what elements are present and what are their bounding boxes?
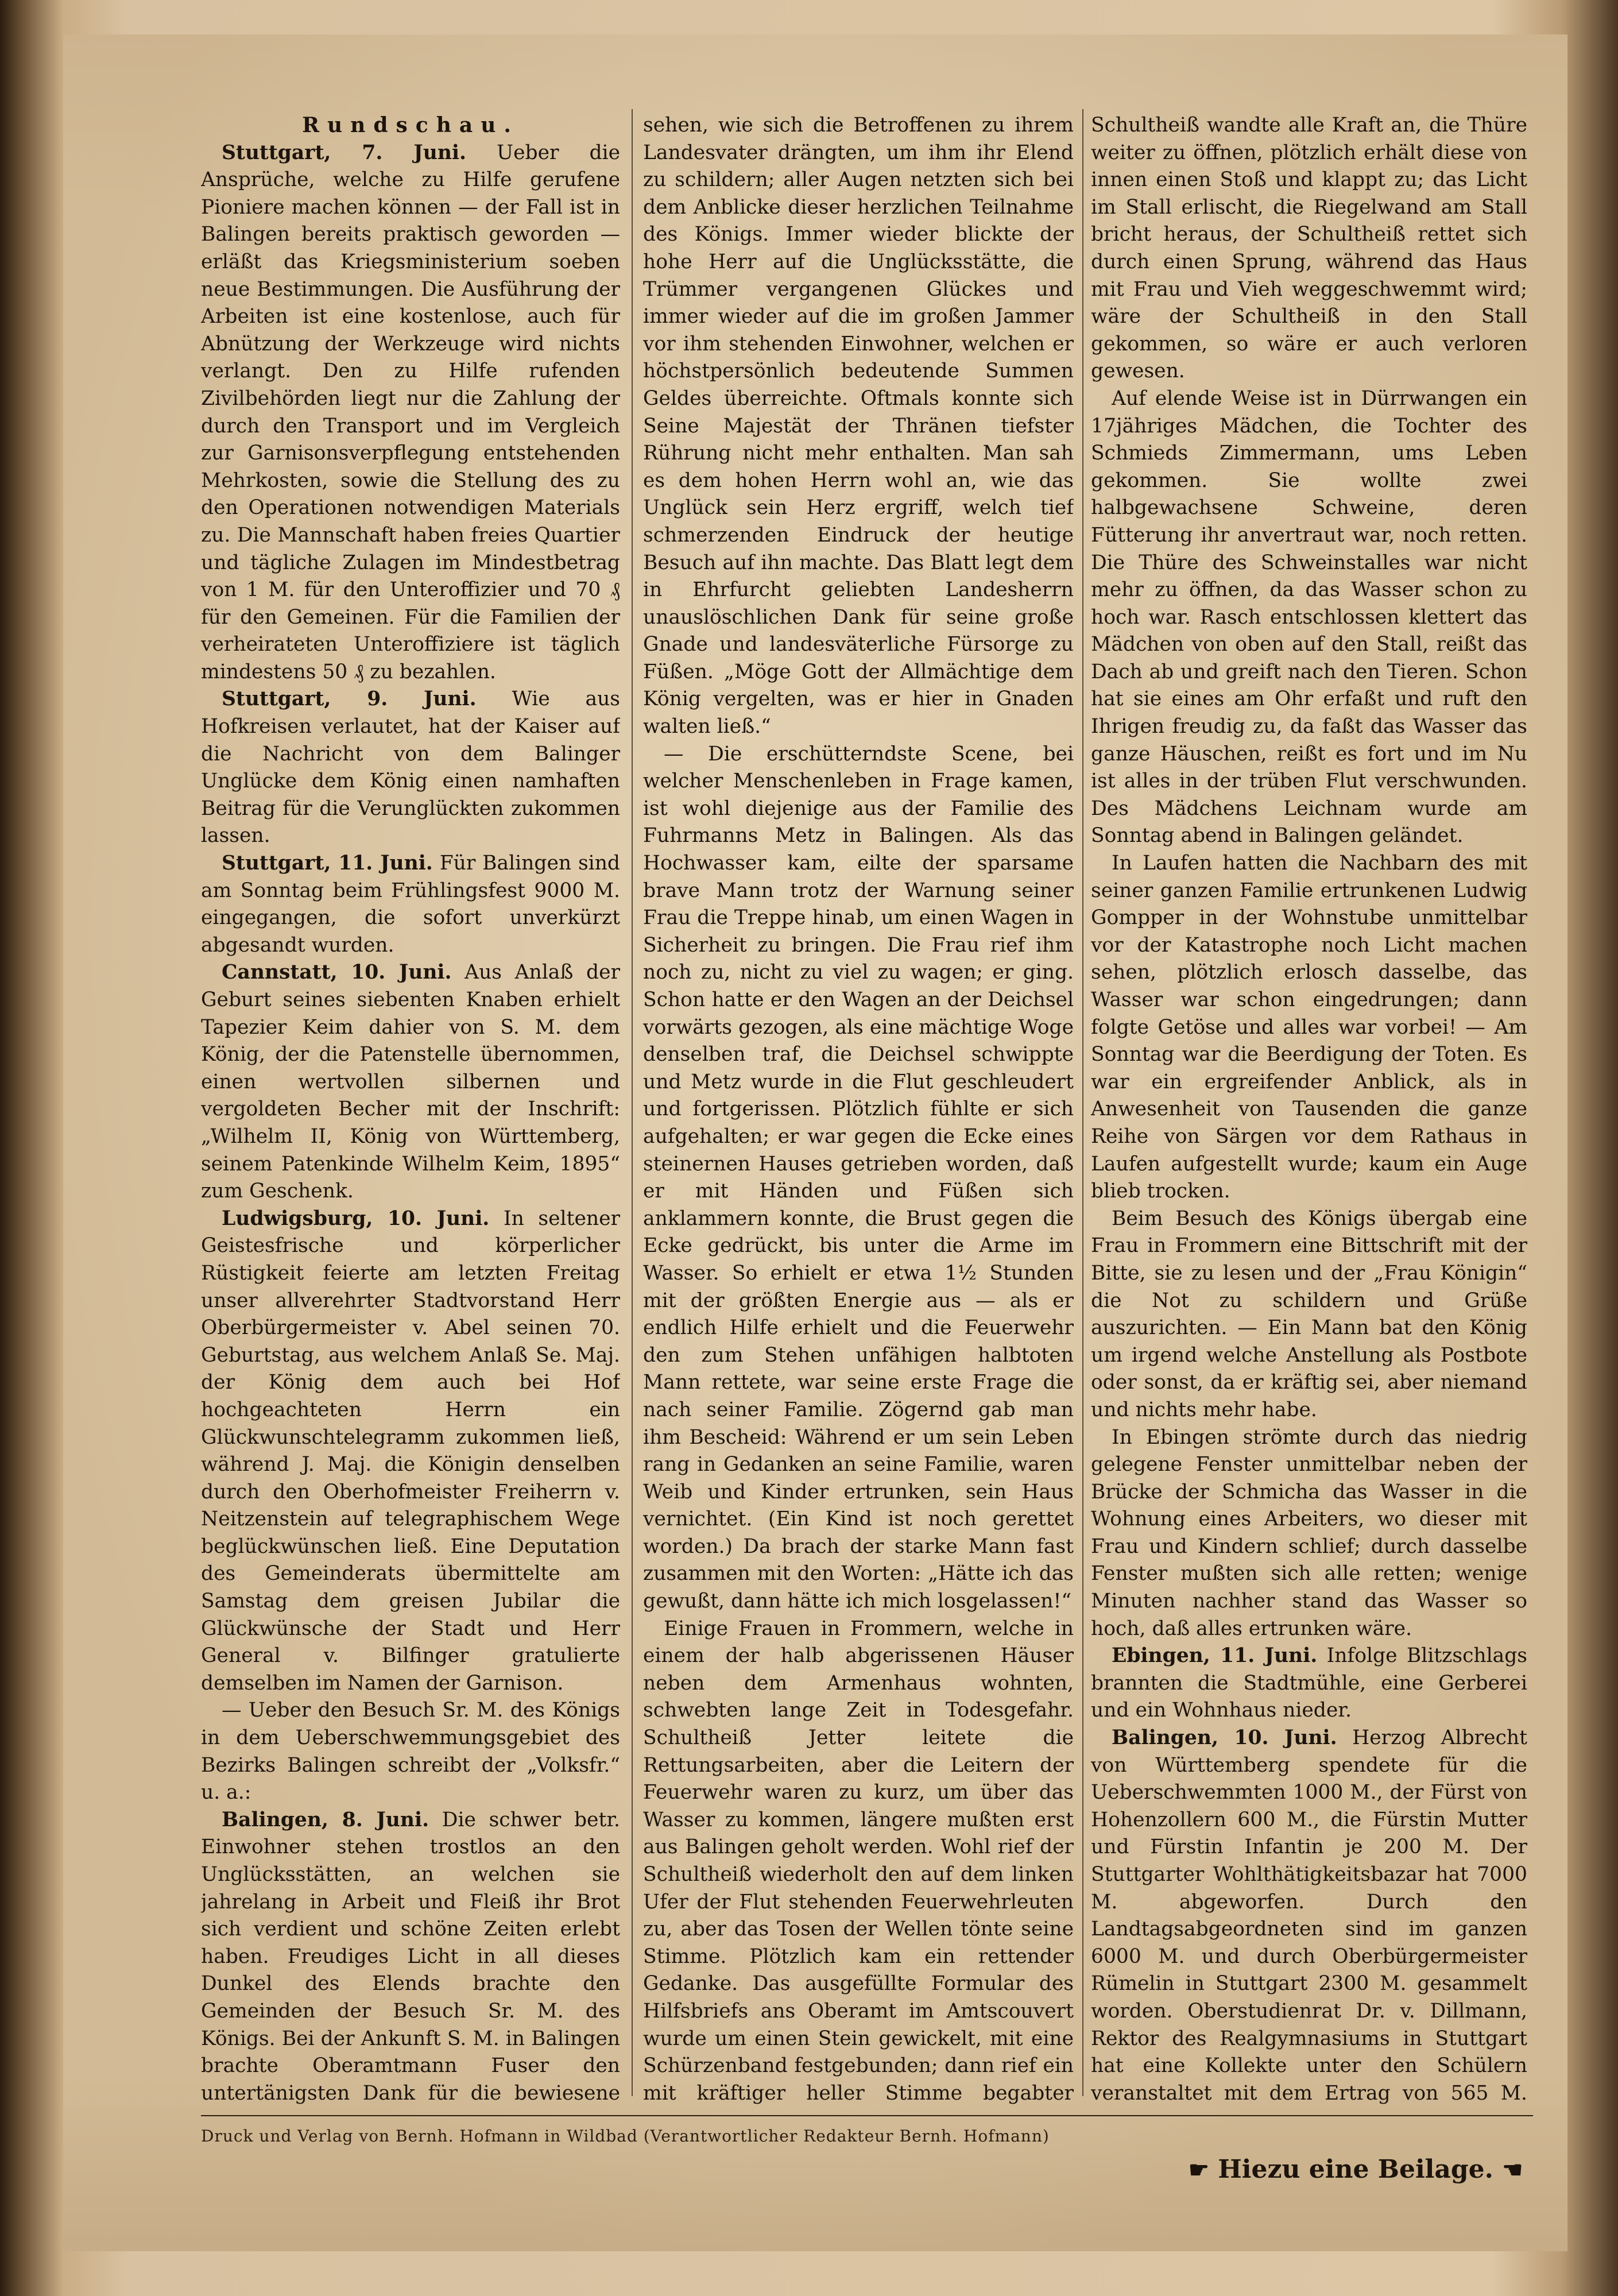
article-paragraph xyxy=(1091,112,1527,385)
supplement-notice xyxy=(1189,2154,1533,2186)
column-1 xyxy=(201,112,620,2105)
article-paragraph xyxy=(201,686,620,850)
article-paragraph xyxy=(201,140,620,686)
article-text: Ueber die Ansprüche, welche zu Hilfe gerufene Pioniere machen können — der Fall ist in Balingen bereits praktisch geworden — erläßt das Kriegsministerium soeben neue Bestimmungen. Die Ausführung der Arbeiten ist eine kostenlose, auch für Abnützung der Werkzeuge wird nichts verlangt. Den zu Hilfe rufenden Zivilbehörden liegt nur die Zahlung der durch den Transport und im Vergleich zur Garnisonsverpflegung entstehenden Mehrkosten, sowie die Stellung des zu den Operationen notwendigen Materials zu. Die Mannschaft haben freies Quartier und tägliche Zulagen im Mindestbetrag von 1 M. für den Unteroffizier und 70 ₰ für den Gemeinen. Für die Familien der verheirateten Unteroffiziere ist täglich mindestens 50 ₰ zu bezahlen. xyxy=(201,141,620,683)
article-text: sehen, wie sich die Betroffenen zu ihrem Landesvater drängten, um ihm ihr Elend zu schildern; aller Augen netzten sich bei dem Anblicke dieser herzlichen Teilnahme des Königs. Immer wieder blickte der hohe Herr auf die Unglücksstätte, die Trümmer vergangenen Glückes und immer wieder auf die im großen Jammer vor ihm stehenden Einwohner, welchen er höchstpersönlich bedeutende Summen Geldes überreichte. Oftmals konnte sich Seine Majestät der Thränen tiefster Rührung nicht mehr enthalten. Man sah es dem hohen Herrn wohl an, wie das Unglück sein Herz ergriff, welch tief schmerzenden Eindruck der heutige Besuch auf ihn machte. Das Blatt legt dem in Ehrfurcht geliebten Landesherrn unauslöschlichen Dank für seine große Gnade und landesväterliche Fürsorge zu Füßen. „Möge Gott der Allmächtige dem König vergelten, was er hier in Gnaden walten ließ.“ xyxy=(643,114,1074,739)
pointing-hand-left-icon: ☛ xyxy=(1189,2156,1209,2183)
article-text: In Ebingen strömte durch das niedrig gelegene Fenster unmittelbar neben der Brücke der Schmicha das Wasser in die Wohnung eines Arbeiters, wo dieser mit Frau und Kindern schlief; durch dasselbe Fenster mußten sich alle retten; wenige Minuten nachher stand das Wasser so hoch, daß alles ertrunken wäre. xyxy=(1091,1425,1527,1640)
article-text: Für Balingen sind am Sonntag beim Frühlingsfest 9000 M. eingegangen, die sofort unverkürzt abgesandt wurden. xyxy=(201,852,620,957)
article-dateline: Ludwigsburg, 10. Juni. xyxy=(222,1207,490,1230)
article-paragraph xyxy=(1091,1642,1527,1725)
article-dateline: Stuttgart, 11. Juni. xyxy=(222,852,433,875)
section-title: Rundschau. xyxy=(302,113,519,137)
column-1-articles xyxy=(201,140,620,2105)
column-2-articles xyxy=(643,112,1074,2105)
article-text: Auf elende Weise ist in Dürrwangen ein 17jähriges Mädchen, die Tochter des Schmieds Zimmermann, ums Leben gekommen. Sie wollte zwei halbgewachsene Schweine, deren Fütterung ihr anvertraut war, noch retten. Die Thüre des Schweinstalles war nicht mehr zu öffnen, da das Wasser schon zu hoch war. Rasch entschlossen klettert das Mädchen von oben auf den Stall, reißt das Dach ab und greift nach den Tieren. Schon hat sie eines am Ohr erfaßt und ruft den Ihrigen freudig zu, da faßt das Wasser das ganze Häuschen, reißt es fort und im Nu ist alles in der trüben Flut verschwunden. Des Mädchens Leichnam wurde am Sonntag abend in Balingen geländet. xyxy=(1091,386,1527,848)
footer-rule xyxy=(201,2115,1533,2116)
pointing-hand-right-icon: ☚ xyxy=(1502,2156,1523,2183)
article-paragraph xyxy=(643,741,1074,1615)
article-dateline: Ebingen, 11. Juni. xyxy=(1112,1644,1318,1668)
article-text: In seltener Geistesfrische und körperlicher Rüstigkeit feierte am letzten Freitag unser allverehrter Stadtvorstand Herr Oberbürgermeister v. Abel seinen 70. Geburtstag, aus welchem Anlaß Se. Maj. der König dem auch bei Hof hochgeachteten Herrn ein Glückwunschtelegramm zukommen ließ, während J. Maj. die Königin denselben durch den Oberhofmeister Freiherrn v. Neitzenstein auf telegraphischem Wege beglückwünschen ließ. Eine Deputation des Gemeinderats übermittelte am Samstag dem greisen Jubilar die Glückwünsche der Stadt und Herr General v. Bilfinger gratulierte demselben im Namen der Garnison. xyxy=(201,1207,620,1695)
article-paragraph xyxy=(643,112,1074,741)
column-rule xyxy=(632,109,633,2096)
column-rule xyxy=(1082,109,1083,2096)
article-paragraph xyxy=(1091,1424,1527,1643)
article-paragraph xyxy=(1091,850,1527,1205)
article-text: Wie aus Hofkreisen verlautet, hat der Kaiser auf die Nachricht von dem Balinger Unglücke dem König einen namhaften Beitrag für die Verunglückten zukommen lassen. xyxy=(201,687,620,848)
article-text: Beim Besuch des Königs übergab eine Frau in Frommern eine Bittschrift mit der Bitte, sie zu lesen und der „Frau Königin“ die Not zu schildern und Grüße auszurichten. — Ein Mann bat den König um irgend welche Anstellung als Postbote oder sonst, da er kräftig sei, aber niemand und nichts mehr habe. xyxy=(1091,1207,1527,1421)
article-text: Herzog Albrecht von Württemberg spendete für die Ueberschwemmten 1000 M., der Fürst von Hohenzollern 600 M., die Fürstin Mutter und Fürstin Infantin je 200 M. Der Stuttgarter Wohlthätigkeitsbazar hat 7000 M. abgeworfen. Durch den Landtagsabgeordneten sind im ganzen 6000 M. und durch Oberbürgermeister Rümelin in Stuttgart 2300 M. gesammelt worden. Oberstudienrat Dr. v. Dillmann, Rektor des Realgymnasiums in Stuttgart hat eine Kollekte unter den Schülern veranstaltet mit dem Ertrag von 565 M. xyxy=(1091,1726,1527,2105)
article-paragraph xyxy=(201,959,620,1205)
column-2 xyxy=(643,112,1074,2105)
article-paragraph xyxy=(201,1697,620,1806)
article-text: Aus Anlaß der Geburt seines siebenten Knaben erhielt Tapezier Keim dahier von S. M. dem König, der die Patenstelle übernommen, einen wertvollen silbernen und vergoldeten Becher mit der Inschrift: „Wilhelm II, König von Württemberg, seinem Patenkinde Wilhelm Keim, 1895“ zum Geschenk. xyxy=(201,961,620,1203)
article-paragraph xyxy=(643,1615,1074,2105)
article-paragraph xyxy=(201,850,620,959)
article-dateline: Stuttgart, 7. Juni. xyxy=(222,141,467,164)
article-dateline: Balingen, 8. Juni. xyxy=(222,1808,429,1831)
article-dateline: Balingen, 10. Juni. xyxy=(1112,1726,1337,1750)
column-3-articles xyxy=(1091,112,1527,2105)
article-text: Schultheiß wandte alle Kraft an, die Thüre weiter zu öffnen, plötzlich erhält diese von innen einen Stoß und klappt zu; das Licht im Stall erlischt, die Riegelwand am Stall bricht heraus, der Schultheiß rettet sich durch einen Sprung, während das Haus mit Frau und Vieh weggeschwemmt wird; wäre der Schultheiß in den Stall gekommen, so wäre er auch verloren gewesen. xyxy=(1091,114,1527,383)
article-text: Einige Frauen in Frommern, welche in einem der halb abgerissenen Häuser neben dem Armenhaus wohnten, schwebten lange Zeit in Todesgefahr. Schultheiß Jetter leitete die Rettungsarbeiten, aber die Leitern der Feuerwehr waren zu kurz, um über das Wasser zu kommen, längere mußten erst aus Balingen geholt werden. Wohl rief der Schultheiß wiederholt den auf dem linken Ufer der Flut stehenden Feuerwehrleuten zu, aber das Tosen der Wellen tönte seine Stimme. Plötzlich kam ein rettender Gedanke. Das ausgefüllte Formular des Hilfsbriefs ans Oberamt im Amtscouvert wurde um einen Stein gewickelt, mit eine Schürzenband festgebunden; dann rief ein mit kräftiger heller Stimme begabter xyxy=(643,1617,1074,2105)
newspaper-page xyxy=(63,34,1567,2251)
supplement-label: Hiezu eine Beilage. xyxy=(1218,2155,1493,2184)
article-dateline: Stuttgart, 9. Juni. xyxy=(222,687,477,711)
article-paragraph xyxy=(1091,1725,1527,2105)
imprint: Druck und Verlag von Bernh. Hofmann in Wildbad (Verantwortlicher Redakteur Bernh. Hofmann) xyxy=(201,2127,1050,2146)
article-text: Die schwer betr. Einwohner stehen trostlos an den Unglücksstätten, an welchen sie jahrelang in Arbeit und Fleiß ihr Brot sich verdient und schöne Zeiten erlebt haben. Freudiges Licht in all dieses Dunkel des Elends brachte den Gemeinden der Besuch Sr. M. des Königs. Bei der Ankunft S. M. in Balingen brachte Oberamtmann Fuser den untertänigsten Dank für die bewiesene xyxy=(201,1808,620,2105)
article-paragraph xyxy=(201,1807,620,2105)
article-text: — Die erschütterndste Scene, bei welcher Menschenleben in Frage kamen, ist wohl diejenige aus der Familie des Fuhrmanns Metz in Balingen. Als das Hochwasser kam, eilte der sparsame brave Mann trotz der Warnung seiner Frau die Treppe hinab, um einen Wagen in Sicherheit zu bringen. Die Frau rief ihm noch zu, nicht zu viel zu wagen; er ging. Schon hatte er den Wagen an der Deichsel vorwärts gezogen, als eine mächtige Woge denselben traf, die Deichsel schwippte und Metz wurde in die Flut geschleudert und fortgerissen. Plötzlich fühlte er sich aufgehalten; er war gegen die Ecke eines steinernen Hauses getrieben worden, daß er mit Händen und Füßen sich anklammern konnte, die Brust gegen die Ecke gedrückt, bis unter die Arme im Wasser. So erhielt er etwa 1½ Stunden mit der größten Energie aus — als er endlich Hilfe erhielt und die Feuerwehr den zum Stehen unfähigen halbtoten Mann rettete, war seine erste Frage die nach seiner Familie. Zögernd gab man ihm Bescheid: Während er um sein Leben rang in Gedanken an seine Familie, waren Weib und Kinder ertrunken, sein Haus vernichtet. (Ein Kind ist noch gerettet worden.) Da brach der starke Mann fast zusammen mit den Worten: „Hätte ich das gewußt, dann hätte ich mich losgelassen!“ xyxy=(643,742,1074,1613)
article-text: Infolge Blitzschlags brannten die Stadtmühle, eine Gerberei und ein Wohnhaus nieder. xyxy=(1091,1644,1527,1722)
article-text: — Ueber den Besuch Sr. M. des Königs in dem Ueberschwemmungsgebiet des Bezirks Balingen schreibt der „Volksfr.“ u. a.: xyxy=(201,1699,620,1804)
article-dateline: Cannstatt, 10. Juni. xyxy=(222,961,452,984)
column-3 xyxy=(1091,112,1527,2105)
article-paragraph xyxy=(201,1205,620,1698)
article-paragraph xyxy=(1091,385,1527,850)
article-text: In Laufen hatten die Nachbarn des mit seiner ganzen Familie ertrunkenen Ludwig Gompper in der Wohnstube unmittelbar vor der Katastrophe noch Licht machen sehen, plötzlich erlosch dasselbe, das Wasser war schon eingedrungen; dann folgte Getöse und alles war vorbei! — Am Sonntag war die Beerdigung der Toten. Es war ein ergreifender Anblick, als in Anwesenheit von Tausenden die ganze Reihe von Särgen vor dem Rathaus in Laufen aufgestellt wurde; kaum ein Auge blieb trocken. xyxy=(1091,852,1527,1203)
article-paragraph xyxy=(1091,1205,1527,1424)
